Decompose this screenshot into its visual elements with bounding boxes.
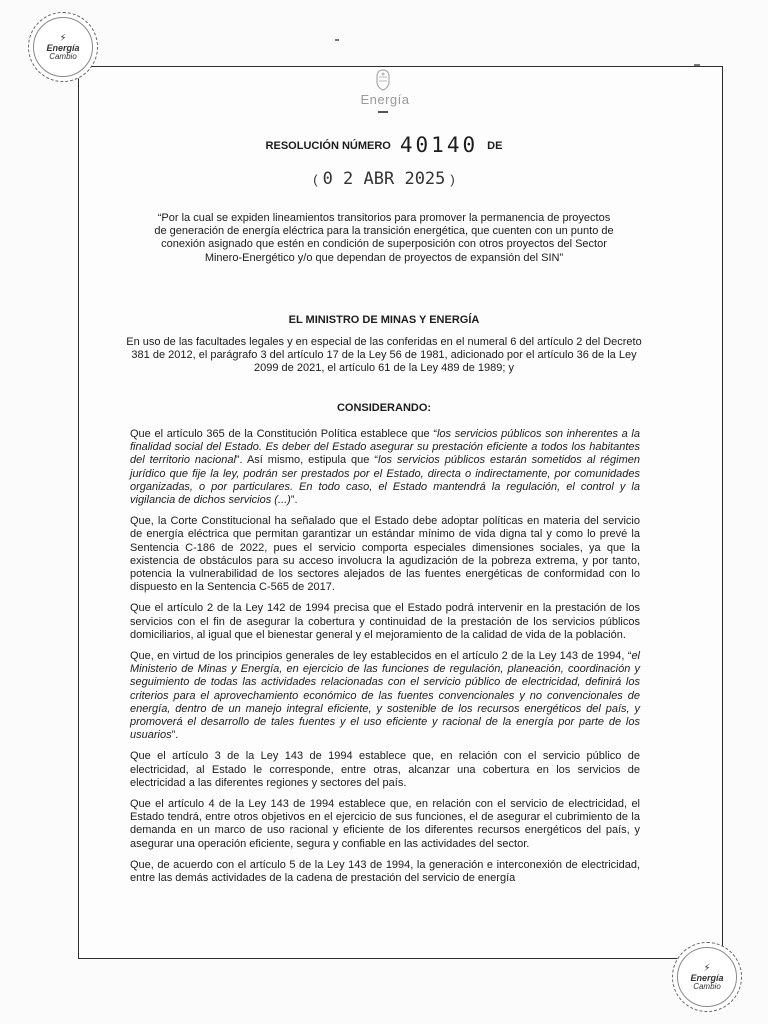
seal-ring xyxy=(677,947,737,1007)
energia-cambio-seal xyxy=(672,942,742,1012)
quoted-text: los servicios públicos son inherentes a la finalidad social del Estado. Es deber del Estado asegurar su prestación eficiente a todos los habitantes del territorio nacional xyxy=(130,428,640,467)
legal-authority: En uso de las facultades legales y en especial de las conferidas en el numeral 6 del artículo 2 del Decreto 381 de 2012, el parágrafo 3 del artículo 17 de la Ley 56 de 1981, adicionado por el artículo 36 de la Ley 2099 de 2021, el artículo 61 de la Ley 489 de 1989; y xyxy=(126,336,642,375)
date-paren-close: ) xyxy=(450,172,455,187)
paragraph: Que, en virtud de los principios generales de ley establecidos en el artículo 2 de la Ley 143 de 1994, “el Ministerio de Minas y Energía, en ejercicio de las funciones de regulación, planeación, coordinación y seguimiento de todas las actividades relacionadas con el servicio público de electricidad, definirá los criterios para el aprovechamiento económico de las fuentes convencionales y no convencionales de energía, dentro de un manejo integral eficiente, y sostenible de los recursos energéticos del país, y promoverá el desarrollo de tales fuentes y el uso eficiente y racional de la energía por parte de los usuarios”. xyxy=(130,650,640,742)
considering-heading: CONSIDERANDO: xyxy=(336,402,432,414)
resolution-date xyxy=(0,169,768,189)
scan-mark xyxy=(335,39,339,41)
paragraph: Que, la Corte Constitucional ha señalado que el Estado debe adoptar políticas en materia del servicio de energía eléctrica que permitan garantizar un estándar mínimo de vida digna tal y como lo prevé la Sentencia C-186 de 2022, pues el servicio comporta especiales dimensiones sociales, ya que la existencia de obstáculos para su acceso involucra la agudización de la pobreza extrema, y por tanto, potencia la vulnerabilidad de los sectores alejados de las fuentes energéticas de conformidad con lo dispuesto en la Sentencia C-565 de 2017. xyxy=(130,515,640,594)
date-stamp: 0 2 ABR 2025 xyxy=(322,169,446,189)
minister-heading: EL MINISTRO DE MINAS Y ENERGÍA xyxy=(288,314,480,326)
ministry-logo-text: Energía xyxy=(360,92,410,107)
resolution-title xyxy=(0,133,768,157)
seal-text: Cambio xyxy=(693,981,721,991)
date-paren-open: ( xyxy=(313,172,318,187)
resolution-suffix: DE xyxy=(487,140,503,152)
resolution-label: RESOLUCIÓN NÚMERO xyxy=(265,140,391,152)
energia-cambio-seal xyxy=(28,12,98,82)
seal-text: Energía xyxy=(46,42,80,53)
resolution-number: 40140 xyxy=(399,133,479,157)
logo-divider xyxy=(378,111,388,113)
lightning-icon: ⚡ xyxy=(703,962,711,974)
quoted-text: los servicios públicos estarán sometidos al régimen jurídico que fije la ley, podrán ser prestados por el Estado, directa o indirectamente, por comunidades organizadas, o por particulares. En todo caso, el Estado mantendrá la regulación, el control y la vigilancia de dichos servicios (...) xyxy=(130,454,640,507)
resolution-summary: “Por la cual se expiden lineamientos transitorios para promover la permanencia de proyectos de generación de energía eléctrica para la transición energética, que cuenten con un punto de conexión asignado que estén en condición de superposición con otros proyectos del Sector Minero-Energético y/o que dependan de proyectos de expansión del SIN” xyxy=(154,212,614,264)
paragraph: Que, de acuerdo con el artículo 5 de la Ley 143 de 1994, la generación e interconexión de electricidad, entre las demás actividades de la cadena de prestación del servicio de energía xyxy=(130,858,640,885)
paragraph: Que el artículo 2 de la Ley 142 de 1994 precisa que el Estado podrá intervenir en la prestación de los servicios con el fin de asegurar la cobertura y continuidad de la prestación de los servicios públicos domiciliarios, al igual que el bienestar general y el mejoramiento de la calidad de vida de la población. xyxy=(130,602,640,641)
seal-text: Cambio xyxy=(49,51,77,61)
coat-of-arms-icon xyxy=(372,68,394,92)
quoted-text: el Ministerio de Minas y Energía, en ejercicio de las funciones de regulación, planeación, coordinación y seguimiento de todas las actividades relacionadas con el servicio público de electricidad, definirá los criterios para el aprovechamiento económico de las fuentes convencionales y no convencionales de energía, dentro de un manejo integral eficiente, y sostenible de los recursos energéticos del país, y promoverá el desarrollo de tales fuentes y el uso eficiente y racional de la energía por parte de los usuarios xyxy=(130,650,640,742)
seal-text: Energía xyxy=(690,972,724,983)
paragraph: Que el artículo 365 de la Constitución Política establece que “los servicios públicos son inherentes a la finalidad social del Estado. Es deber del Estado asegurar su prestación eficiente a todos los habitantes del territorio nacional”. Así mismo, estipula que “los servicios públicos estarán sometidos al régimen jurídico que fije la ley, podrán ser prestados por el Estado, directa o indirectamente, por comunidades organizadas, o por particulares. En todo caso, el Estado mantendrá la regulación, el control y la vigilancia de dichos servicios (...)”. xyxy=(130,428,640,507)
lightning-icon: ⚡ xyxy=(59,32,67,44)
paragraph: Que el artículo 4 de la Ley 143 de 1994 establece que, en relación con el servicio de electricidad, el Estado tendrá, entre otros objetivos en el ejercicio de sus funciones, el de asegurar el cubrimiento de la demanda en un marco de uso racional y eficiente de los diferentes recursos energéticos del país, y asegurar una operación eficiente, segura y confiable en las actividades del sector. xyxy=(130,798,640,850)
seal-ring xyxy=(33,17,93,77)
paragraph: Que el artículo 3 de la Ley 143 de 1994 establece que, en relación con el servicio público de electricidad, al Estado le corresponde, entre otras, alcanzar una cobertura en los servicios de electricidad a las diferentes regiones y sectores del país. xyxy=(130,750,640,789)
considerations-body xyxy=(130,428,640,893)
scan-mark xyxy=(694,64,700,66)
